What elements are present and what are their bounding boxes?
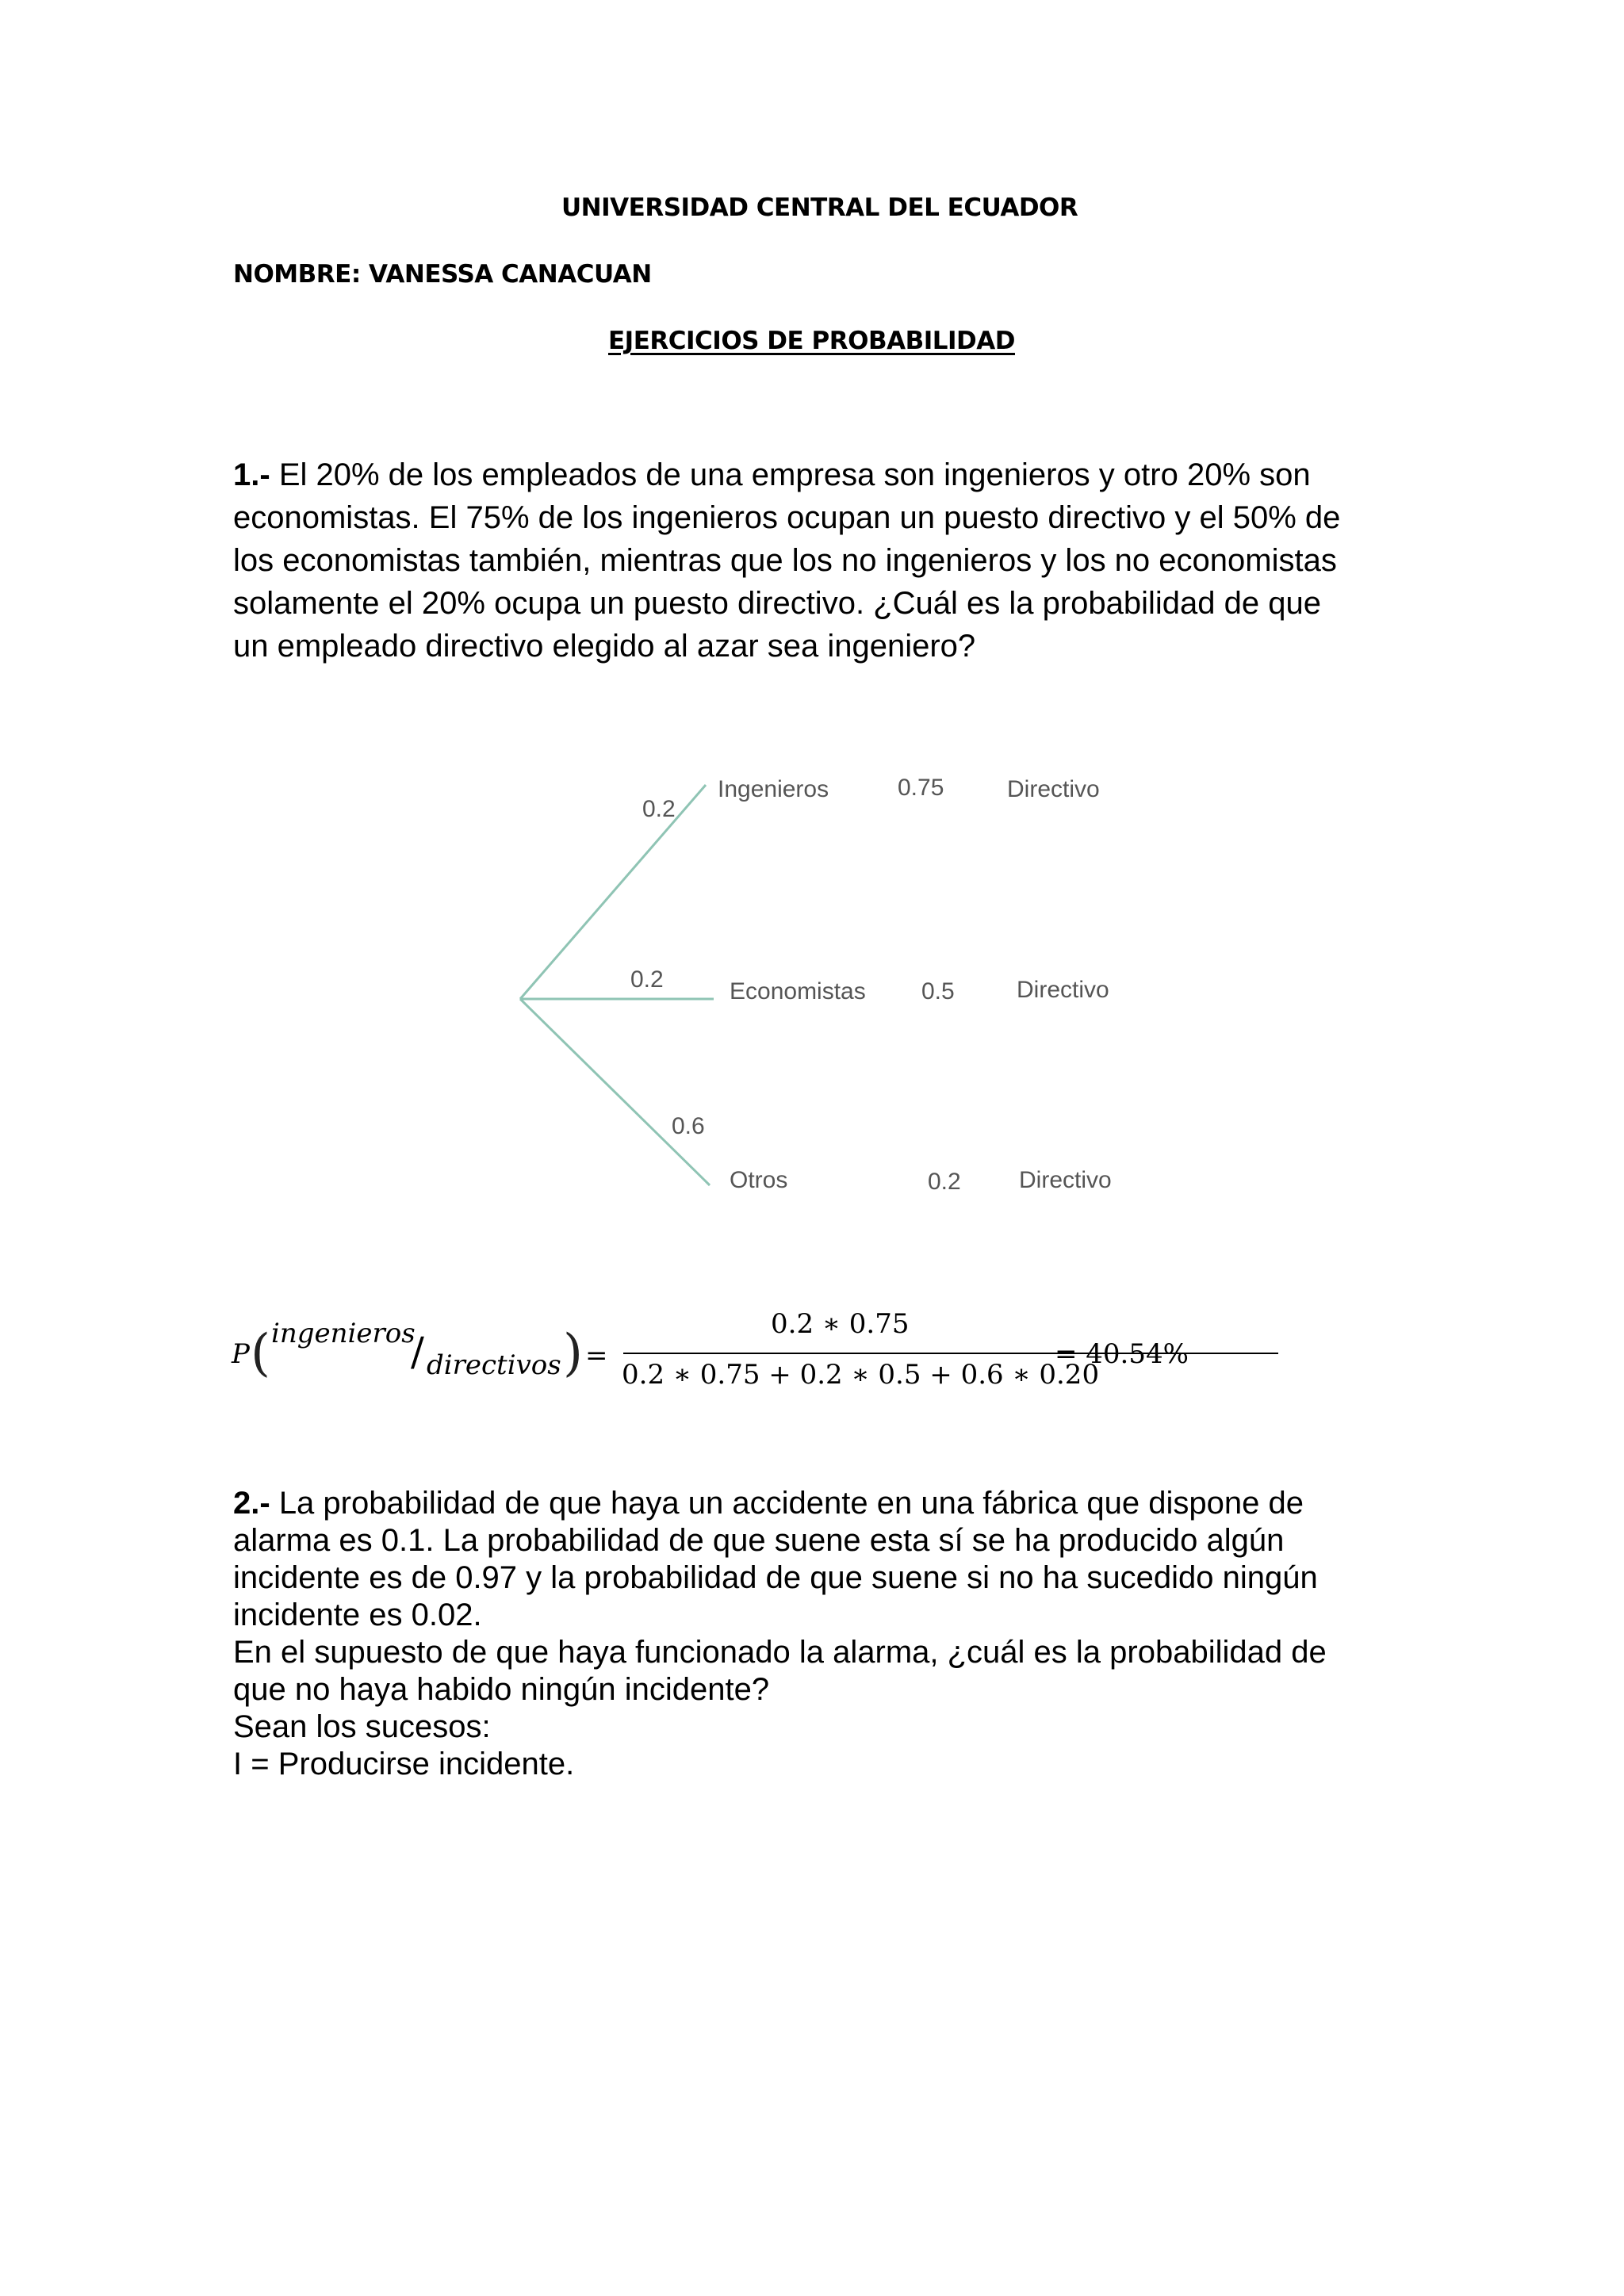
branch-label-otros: Otros xyxy=(730,1167,788,1193)
university-title: UNIVERSIDAD CENTRAL DEL ECUADOR xyxy=(561,193,1078,222)
formula-p: P xyxy=(232,1338,250,1370)
cond-prob-economistas: 0.5 xyxy=(921,978,955,1004)
problem-1 xyxy=(233,453,1392,668)
problem-1-line: los economistas también, mientras que los no ingenieros y los no economistas xyxy=(233,543,1337,578)
probability-tree xyxy=(508,761,1142,1205)
formula-close-paren: ) xyxy=(563,1324,583,1383)
branch-prob-ingenieros: 0.2 xyxy=(642,796,676,822)
problem-2-line: Sean los sucesos: xyxy=(233,1709,491,1744)
branch-label-ingenieros: Ingenieros xyxy=(718,776,829,802)
tree-branch-ingenieros xyxy=(520,785,706,999)
formula-open-paren: ( xyxy=(251,1324,270,1383)
problem-2-line: alarma es 0.1. La probabilidad de que suene esta sí se ha producido algún xyxy=(233,1523,1285,1558)
branch-prob-economistas: 0.2 xyxy=(630,966,664,993)
cond-prob-otros: 0.2 xyxy=(928,1169,961,1195)
problem-2-number: 2.- xyxy=(233,1486,270,1521)
bayes-formula xyxy=(230,1308,1229,1403)
tree-branch-otros xyxy=(520,999,710,1185)
outcome-otros: Directivo xyxy=(1019,1167,1112,1193)
problem-2-line: que no haya habido ningún incidente? xyxy=(233,1672,770,1707)
problem-2-line: I = Producirse incidente. xyxy=(233,1747,575,1781)
problem-2-line: En el supuesto de que haya funcionado la alarma, ¿cuál es la probabilidad de xyxy=(233,1635,1327,1670)
branch-label-economistas: Economistas xyxy=(730,978,866,1004)
document-title: EJERCICIOS DE PROBABILIDAD xyxy=(608,327,1015,355)
formula-numerator-var: ingenieros xyxy=(271,1318,416,1349)
problem-2 xyxy=(233,1485,1392,1783)
problem-1-line: solamente el 20% ocupa un puesto directivo. ¿Cuál es la probabilidad de que xyxy=(233,586,1321,621)
formula-slash: / xyxy=(411,1329,424,1375)
formula-result: = 40.54% xyxy=(1055,1338,1189,1370)
problem-1-line: un empleado directivo elegido al azar sea ingeniero? xyxy=(233,629,976,664)
problem-2-line: incidente es 0.02. xyxy=(233,1598,482,1632)
student-name: NOMBRE: VANESSA CANACUAN xyxy=(233,260,652,289)
problem-1-line: economistas. El 75% de los ingenieros ocupan un puesto directivo y el 50% de xyxy=(233,500,1341,535)
outcome-ingenieros: Directivo xyxy=(1007,776,1100,802)
fraction-denominator: 0.2 ∗ 0.75 + 0.2 ∗ 0.5 + 0.6 ∗ 0.20 xyxy=(622,1359,1100,1391)
problem-1-line: 1.- El 20% de los empleados de una empresa son ingenieros y otro 20% son xyxy=(233,457,1311,492)
outcome-economistas: Directivo xyxy=(1017,977,1109,1003)
formula-equals: = xyxy=(585,1340,608,1372)
cond-prob-ingenieros: 0.75 xyxy=(898,775,944,801)
fraction-numerator: 0.2 ∗ 0.75 xyxy=(771,1308,910,1340)
problem-2-line: incidente es de 0.97 y la probabilidad de que suene si no ha sucedido ningún xyxy=(233,1560,1318,1595)
formula-denominator-var: directivos xyxy=(427,1349,561,1381)
problem-2-line: 2.- La probabilidad de que haya un accidente en una fábrica que dispone de xyxy=(233,1486,1304,1521)
problem-1-number: 1.- xyxy=(233,457,270,492)
branch-prob-otros: 0.6 xyxy=(672,1113,705,1139)
